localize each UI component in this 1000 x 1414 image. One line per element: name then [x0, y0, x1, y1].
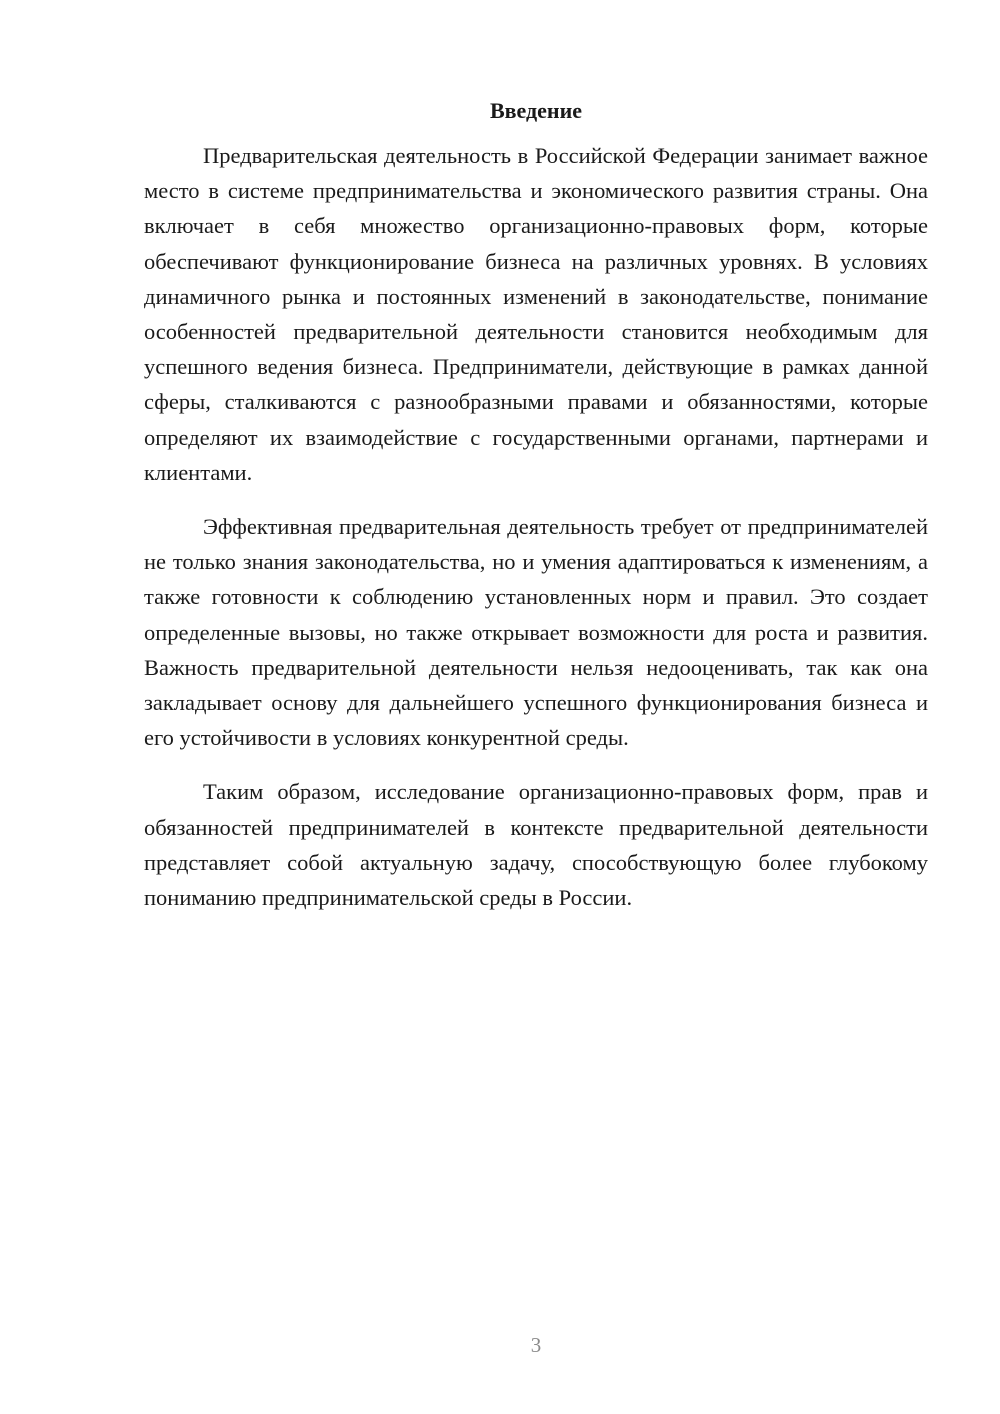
page-number: 3 [530, 1333, 542, 1357]
paragraph-3: Таким образом, исследование организационно-правовых форм, прав и обязанностей предпринимателей в контексте предварительной деятельности представляет собой актуальную задачу, способствующую более глубокому пониманию предпринимательской среды в России. [144, 779, 928, 911]
section-title: Введение [489, 98, 583, 123]
page-content [144, 96, 928, 915]
paragraph-2: Эффективная предварительная деятельность требует от предпринимателей не только знания законодательства, но и умения адаптироваться к изменениям, а также готовности к соблюдению установленных норм и правил. Это создает определенные вызовы, но также открывает возможности для роста и развития. Важность предварительной деятельности нельзя недооценивать, так как она закладывает основу для дальнейшего успешного функционирования бизнеса и его устойчивости в условиях конкурентной среды. [144, 514, 928, 751]
paragraph-1: Предварительская деятельность в Российской Федерации занимает важное место в системе предпринимательства и экономического развития страны. Она включает в себя множество организационно-правовых форм, которые обеспечивают функционирование бизнеса на различных уровнях. В условиях динамичного рынка и постоянных изменений в законодательстве, понимание особенностей предварительной деятельности становится необходимым для успешного ведения бизнеса. Предприниматели, действующие в рамках данной сферы, сталкиваются с разнообразными правами и обязанностями, которые определяют их взаимодействие с государственными органами, партнерами и клиентами. [144, 143, 928, 485]
